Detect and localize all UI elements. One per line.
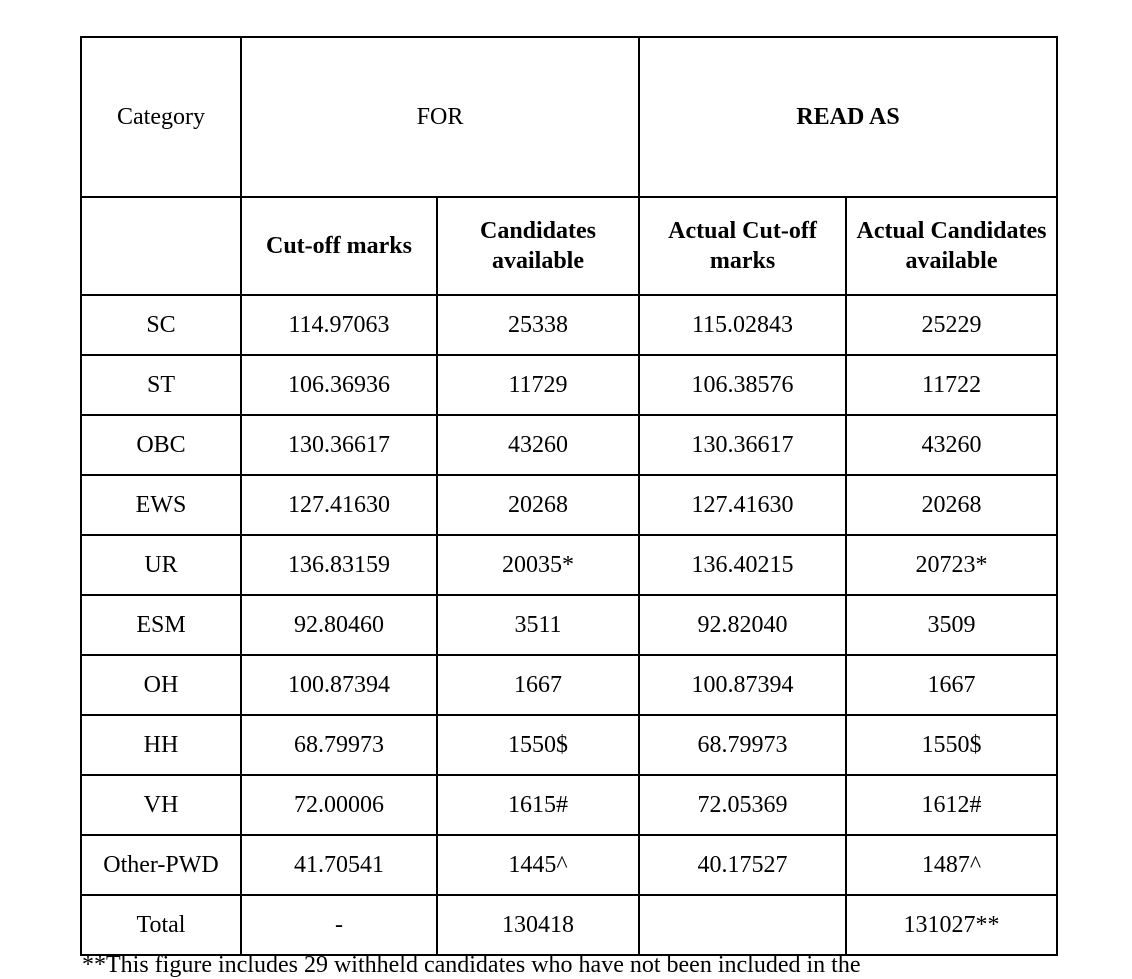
cutoff-table — [80, 36, 1058, 956]
category-sub-empty — [81, 197, 241, 295]
header-line: available — [491, 248, 584, 274]
header-line: Actual Candidates — [856, 218, 1047, 244]
candidates-cell: 25338 — [437, 295, 639, 355]
table-row — [81, 295, 1057, 355]
cutoff-cell: 136.83159 — [241, 535, 437, 595]
actual-candidates-cell: 1487^ — [846, 835, 1057, 895]
candidates-cell: 1445^ — [437, 835, 639, 895]
category-cell: SC — [81, 295, 241, 355]
header-line: Candidates — [479, 218, 597, 244]
actual-candidates-cell: 1667 — [846, 655, 1057, 715]
category-cell: Other-PWD — [81, 835, 241, 895]
table-row — [81, 715, 1057, 775]
actual-cutoff-cell: 72.05369 — [639, 775, 846, 835]
table-row — [81, 655, 1057, 715]
cutoff-cell: 114.97063 — [241, 295, 437, 355]
actual-cutoff-cell: 136.40215 — [639, 535, 846, 595]
candidates-cell: 20035* — [437, 535, 639, 595]
read-as-header: READ AS — [639, 37, 1057, 197]
candidates-cell: 1667 — [437, 655, 639, 715]
cutoff-cell: 130.36617 — [241, 415, 437, 475]
category-cell: Total — [81, 895, 241, 955]
actual-cutoff-cell: 127.41630 — [639, 475, 846, 535]
cutoff-cell: - — [241, 895, 437, 955]
actual-candidates-cell: 43260 — [846, 415, 1057, 475]
actual-cutoff-cell: 106.38576 — [639, 355, 846, 415]
actual-candidates-cell: 1550$ — [846, 715, 1057, 775]
table-row — [81, 415, 1057, 475]
candidates-cell: 1615# — [437, 775, 639, 835]
candidates-cell: 3511 — [437, 595, 639, 655]
category-header: Category — [81, 37, 241, 197]
category-cell: HH — [81, 715, 241, 775]
actual-candidates-cell: 1612# — [846, 775, 1057, 835]
category-cell: VH — [81, 775, 241, 835]
table-row — [81, 475, 1057, 535]
actual-cutoff-cell: 130.36617 — [639, 415, 846, 475]
candidates-cell: 43260 — [437, 415, 639, 475]
candidates-cell: 1550$ — [437, 715, 639, 775]
table-row — [81, 835, 1057, 895]
table-row — [81, 775, 1057, 835]
actual-cutoff-cell: 40.17527 — [639, 835, 846, 895]
cutoff-cell: 100.87394 — [241, 655, 437, 715]
actual-cutoff-cell: 100.87394 — [639, 655, 846, 715]
actual-candidates-cell: 20268 — [846, 475, 1057, 535]
candidates-cell: 11729 — [437, 355, 639, 415]
header-sub-row — [81, 197, 1057, 295]
actual-candidates-cell: 11722 — [846, 355, 1057, 415]
category-cell: OH — [81, 655, 241, 715]
actual-cutoff-cell: 92.82040 — [639, 595, 846, 655]
header-group-row — [81, 37, 1057, 197]
category-cell: OBC — [81, 415, 241, 475]
candidates-cell: 130418 — [437, 895, 639, 955]
footnote: **This figure includes 29 withheld candidates who have not been included in the — [82, 952, 861, 978]
cutoff-cell: 92.80460 — [241, 595, 437, 655]
actual-candidates-cell: 20723* — [846, 535, 1057, 595]
cutoff-cell: 127.41630 — [241, 475, 437, 535]
table-row — [81, 535, 1057, 595]
actual-candidates-cell: 131027** — [846, 895, 1057, 955]
header-line: Actual Cut-off — [668, 218, 817, 244]
for-header: FOR — [241, 37, 639, 197]
cutoff-cell: 41.70541 — [241, 835, 437, 895]
table-row — [81, 355, 1057, 415]
candidates-cell: 20268 — [437, 475, 639, 535]
cutoff-marks-header: Cut-off marks — [241, 197, 437, 295]
category-cell: EWS — [81, 475, 241, 535]
category-cell: UR — [81, 535, 241, 595]
candidates-available-header — [437, 197, 639, 295]
cutoff-cell: 68.79973 — [241, 715, 437, 775]
category-cell: ST — [81, 355, 241, 415]
header-line: available — [905, 248, 998, 274]
actual-cutoff-cell: 68.79973 — [639, 715, 846, 775]
actual-cutoff-header — [639, 197, 846, 295]
category-cell: ESM — [81, 595, 241, 655]
actual-candidates-cell: 25229 — [846, 295, 1057, 355]
actual-cutoff-cell: 115.02843 — [639, 295, 846, 355]
cutoff-cell: 106.36936 — [241, 355, 437, 415]
actual-candidates-header — [846, 197, 1057, 295]
table-row — [81, 595, 1057, 655]
actual-cutoff-cell — [639, 895, 846, 955]
table-row-total — [81, 895, 1057, 955]
actual-candidates-cell: 3509 — [846, 595, 1057, 655]
cutoff-cell: 72.00006 — [241, 775, 437, 835]
header-line: marks — [709, 248, 776, 274]
